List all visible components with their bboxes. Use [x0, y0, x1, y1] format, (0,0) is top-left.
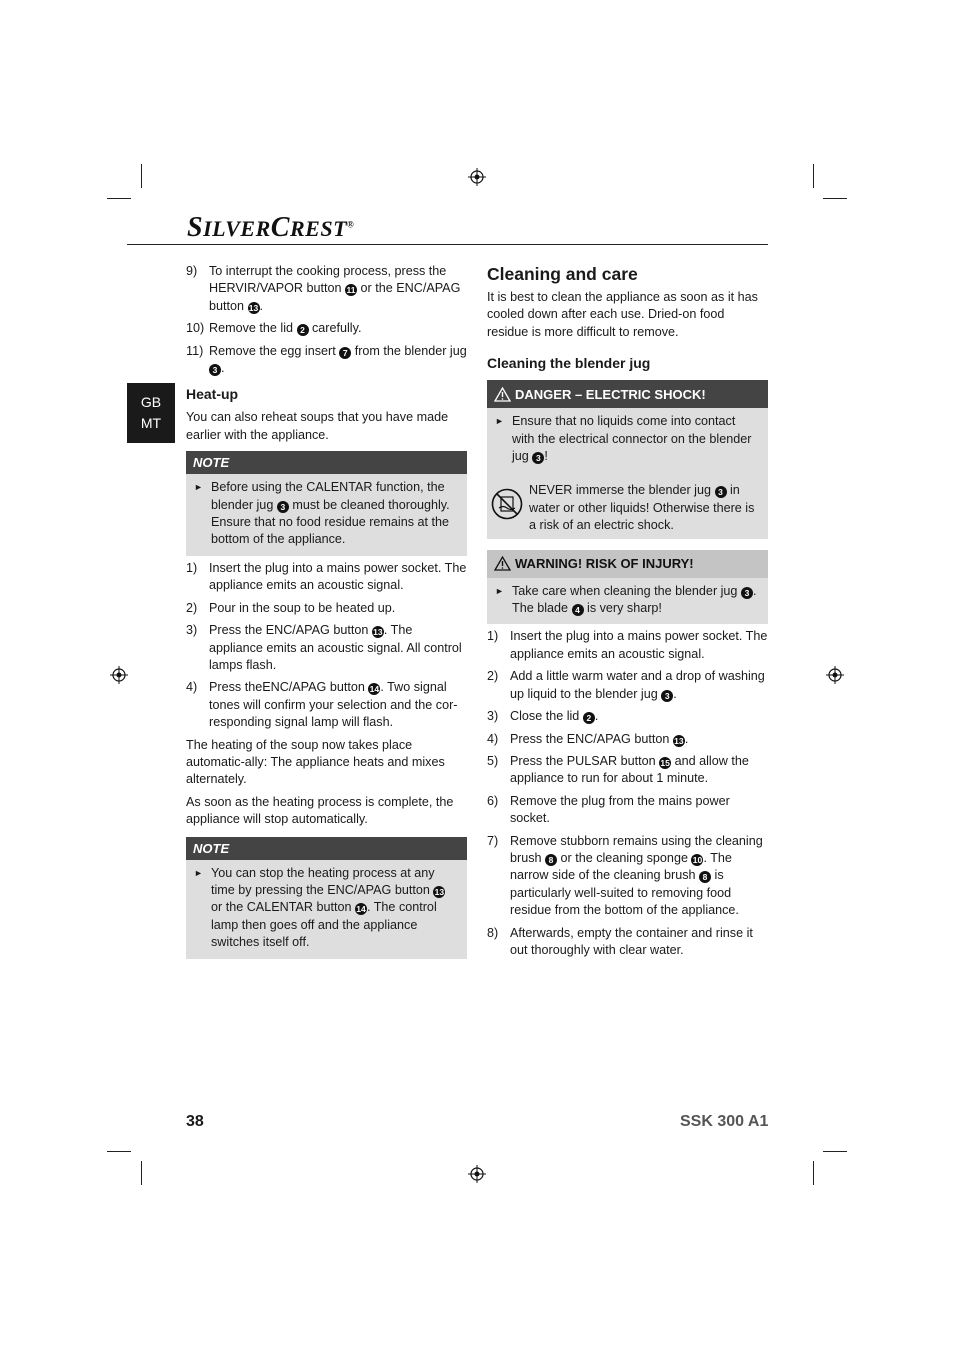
- brand-logo: SILVERCREST®: [187, 212, 355, 243]
- list-item-number: 6): [487, 793, 499, 808]
- part-number-badge: 3: [277, 501, 289, 513]
- language-code-mt: MT: [140, 415, 162, 431]
- part-number-badge: 3: [741, 587, 753, 599]
- arrow-bullet-icon: ►: [194, 867, 203, 878]
- list-item-number: 3): [487, 709, 499, 724]
- list-item-number: 4): [487, 731, 499, 746]
- list-item: [487, 793, 768, 828]
- part-number-badge: 7: [339, 347, 351, 359]
- danger-bullet: ► Ensure that no liquids come into contact with the electrical connector on the blender jug 3 !: [495, 413, 760, 465]
- crop-mark: [813, 1161, 814, 1185]
- part-number-badge: 2: [583, 712, 595, 724]
- list-item-text: To interrupt the cooking process, press the HERVIR/VAPOR button 11 or the ENC/APAG button 13.: [209, 264, 461, 313]
- warning-title: WARNING! RISK OF INJURY!: [515, 556, 694, 572]
- crop-mark: [107, 198, 131, 199]
- right-column: [487, 263, 768, 964]
- list-item-text: Insert the plug into a mains power socket. The appliance emits an acoustic signal.: [510, 629, 768, 661]
- list-item: [487, 833, 768, 920]
- language-code-gb: GB: [140, 394, 162, 410]
- list-item: [186, 320, 467, 337]
- note-title: NOTE: [186, 451, 467, 474]
- crop-mark: [141, 164, 142, 188]
- heat-up-intro: You can also reheat soups that you have made earlier with the appliance.: [186, 410, 449, 442]
- warning-title-bar: [487, 550, 768, 578]
- list-item-number: 2): [186, 600, 198, 615]
- part-number-badge: 15: [660, 757, 670, 768]
- note-box: [186, 451, 467, 556]
- registration-mark-icon: [468, 1165, 486, 1183]
- note-title: NOTE: [186, 837, 467, 860]
- part-number-badge: 3: [532, 452, 544, 464]
- list-item: [186, 679, 467, 731]
- list-item-text: Close the lid 2 .: [510, 709, 599, 724]
- part-number-badge: 13: [674, 735, 684, 746]
- note-box: [186, 837, 467, 959]
- list-item-number: 8): [487, 925, 499, 940]
- list-item: [487, 668, 768, 703]
- crop-mark: [823, 198, 847, 199]
- never-immerse-row: NEVER immerse the blender jug 3 in water or other liquids! Otherwise there is a risk of an electric shock.: [487, 472, 768, 538]
- list-item: [487, 708, 768, 725]
- note-bullet: ► Before using the CALENTAR function, the blender jug 3 must be cleaned thoroughly. Ensure that no food residue remains at the bottom of the appliance.: [194, 479, 459, 549]
- list-item: [186, 263, 467, 315]
- list-item-number: 2): [487, 669, 499, 684]
- list-item-number: 1): [186, 560, 198, 575]
- crop-mark: [823, 1151, 847, 1152]
- registration-mark-icon: [826, 666, 844, 684]
- part-number-badge: 13: [373, 627, 383, 638]
- left-column: [186, 263, 467, 963]
- crop-mark: [141, 1161, 142, 1185]
- part-number-badge: 13: [248, 302, 259, 313]
- section-title: Cleaning and care: [487, 264, 638, 284]
- list-item-number: 9): [186, 264, 198, 278]
- list-item-text: Remove the plug from the mains power socket.: [510, 793, 730, 826]
- warning-triangle-icon: [494, 387, 511, 402]
- arrow-bullet-icon: ►: [194, 482, 203, 493]
- list-item: [487, 628, 768, 663]
- list-item: [186, 622, 467, 674]
- part-number-badge: 3: [209, 364, 221, 376]
- list-item-text: Afterwards, empty the container and rinse it out thoroughly with clear water.: [510, 925, 753, 957]
- paragraph-heating: The heating of the soup now takes place automatic-ally: The appliance heats and mixes alternately.: [186, 737, 445, 787]
- note-bullet: ► You can stop the heating process at any time by pressing the ENC/APAG button 13 or the CALENTAR button 14. The control lamp then goes off and the appliance switches itself off.: [194, 865, 459, 952]
- part-number-badge: 10: [692, 854, 703, 865]
- registration-mark-icon: [468, 168, 486, 186]
- header-rule: [127, 244, 768, 245]
- part-number-badge: 3: [715, 486, 727, 498]
- registration-mark-icon: [110, 666, 128, 684]
- list-item: [487, 731, 768, 748]
- list-item-text: Press the ENC/APAG button 13. The appliance emits an acoustic signal. All control lamps flash.: [209, 623, 462, 672]
- part-number-badge: 8: [545, 854, 557, 866]
- list-item-number: 3): [186, 623, 198, 638]
- steps-top-list: [186, 263, 467, 377]
- no-immersion-icon: [491, 482, 529, 525]
- list-item-text: Remove stubborn remains using the cleaning brush 8 or the cleaning sponge 10. The narrow side of the cleaning brush 8 is particularly well-suited to removing food residue from the bottom of the appliance.: [510, 833, 763, 918]
- part-number-badge: 11: [346, 285, 356, 296]
- list-item: [186, 600, 467, 617]
- list-item-text: Press the ENC/APAG button 13.: [510, 731, 689, 746]
- crop-mark: [107, 1151, 131, 1152]
- list-item: [487, 753, 768, 788]
- list-item: [186, 560, 467, 595]
- model-number: SSK 300 A1: [680, 1113, 769, 1130]
- list-item-text: Insert the plug into a mains power socket. The appliance emits an acoustic signal.: [209, 560, 467, 593]
- arrow-bullet-icon: ►: [495, 585, 504, 596]
- part-number-badge: 14: [356, 904, 366, 915]
- list-item-text: Press theENC/APAG button 14. Two signal tones will confirm your selection and the cor-responding signal lamp will flash.: [209, 680, 458, 730]
- list-item-number: 11): [186, 343, 204, 358]
- heat-up-heading: Heat-up: [186, 386, 239, 403]
- warning-box: [487, 550, 768, 625]
- list-item-text: Remove the egg insert 7 from the blender jug 3 .: [209, 343, 467, 376]
- danger-title: DANGER – ELECTRIC SHOCK!: [515, 386, 706, 402]
- part-number-badge: 2: [297, 324, 309, 336]
- arrow-bullet-icon: ►: [495, 416, 504, 427]
- list-item-text: Pour in the soup to be heated up.: [209, 600, 396, 615]
- list-item-number: 10): [186, 321, 205, 336]
- list-item-text: Press the PULSAR button 15 and allow the appliance to run for about 1 minute.: [510, 753, 749, 786]
- part-number-badge: 8: [699, 871, 711, 883]
- danger-title-bar: [487, 380, 768, 408]
- list-item-text: Remove the lid 2 carefully.: [209, 321, 362, 336]
- language-tab: [127, 383, 175, 443]
- cleaning-steps-list: [487, 628, 768, 959]
- list-item-number: 4): [186, 680, 198, 695]
- warning-bullet: ► Take care when cleaning the blender jug 3 . The blade 4 is very sharp!: [495, 583, 760, 618]
- subsection-title: Cleaning the blender jug: [487, 355, 651, 372]
- paragraph-complete: As soon as the heating process is complete, the appliance will stop automatically.: [186, 794, 454, 827]
- crop-mark: [813, 164, 814, 188]
- list-item-number: 7): [487, 833, 499, 848]
- part-number-badge: 4: [572, 604, 584, 616]
- heat-steps-list: [186, 560, 467, 732]
- list-item: [186, 343, 467, 378]
- list-item-number: 5): [487, 753, 499, 768]
- warning-triangle-icon: [494, 556, 511, 571]
- cleaning-intro: It is best to clean the appliance as soon as it has cooled down after each use. Dried-on food residue is more difficult to remove.: [487, 290, 758, 339]
- list-item-text: Add a little warm water and a drop of washing up liquid to the blender jug 3 .: [510, 669, 765, 701]
- part-number-badge: 13: [434, 886, 445, 897]
- list-item-number: 1): [487, 629, 499, 644]
- danger-box: [487, 380, 768, 538]
- list-item: [487, 925, 768, 960]
- part-number-badge: 14: [369, 684, 380, 695]
- part-number-badge: 3: [661, 690, 673, 702]
- page-number: 38: [186, 1113, 204, 1130]
